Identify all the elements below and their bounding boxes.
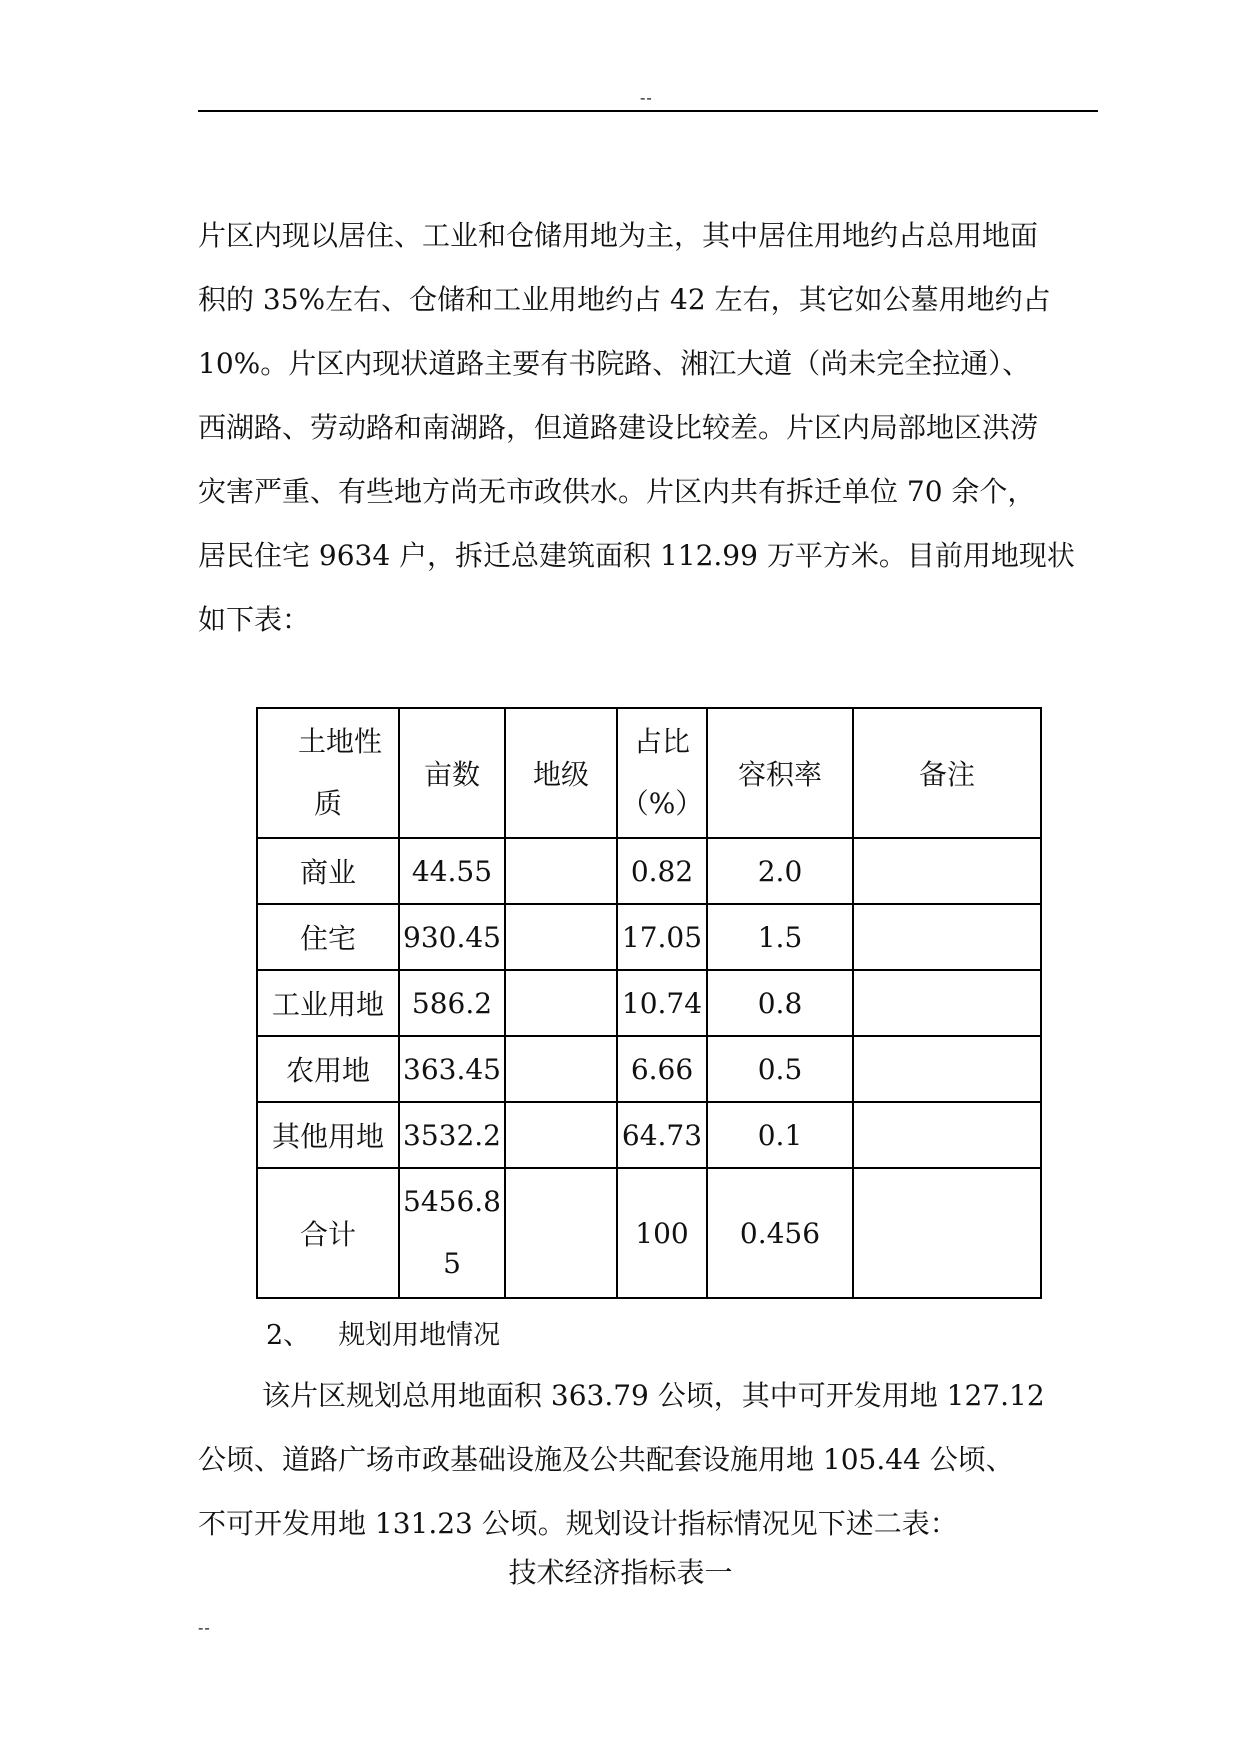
table-row xyxy=(257,838,1041,904)
paragraph-line: 积的 35%左右、仓储和工业用地约占 42 左右，其它如公墓用地约占 xyxy=(198,283,1051,316)
section-heading xyxy=(266,1313,500,1352)
table-total-row xyxy=(257,1168,1041,1298)
page-header-mark: -- xyxy=(640,88,653,107)
paragraph-line: 片区内现以居住、工业和仓储用地为主，其中居住用地约占总用地面 xyxy=(198,219,1039,252)
cell-area: 363.45 xyxy=(399,1036,505,1102)
total-type: 合计 xyxy=(257,1168,399,1298)
header-ratio xyxy=(617,708,707,838)
cell-grade xyxy=(505,970,617,1036)
paragraph-line: 10%。片区内现状道路主要有书院路、湘江大道（尚未完全拉通）、 xyxy=(198,347,1031,380)
table-row xyxy=(257,1036,1041,1102)
header-land-type-line2: 质 xyxy=(313,787,342,820)
table-row xyxy=(257,1102,1041,1168)
cell-grade xyxy=(505,1102,617,1168)
paragraph-line: 灾害严重、有些地方尚无市政供水。片区内共有拆迁单位 70 余个， xyxy=(198,475,1036,508)
table-header-row xyxy=(257,708,1041,838)
header-ratio-line1: 占比 xyxy=(633,725,690,758)
total-area-line1: 5456.8 xyxy=(403,1185,501,1218)
cell-far: 0.5 xyxy=(707,1036,853,1102)
cell-type: 工业用地 xyxy=(257,970,399,1036)
header-ratio-line2: （%） xyxy=(620,787,704,820)
header-rule xyxy=(198,110,1098,112)
header-far: 容积率 xyxy=(707,708,853,838)
table-row xyxy=(257,904,1041,970)
cell-area: 3532.2 xyxy=(399,1102,505,1168)
cell-area: 44.55 xyxy=(399,838,505,904)
cell-grade xyxy=(505,838,617,904)
paragraph-line: 不可开发用地 131.23 公顷。规划设计指标情况见下述二表： xyxy=(198,1507,958,1540)
cell-type: 住宅 xyxy=(257,904,399,970)
cell-note xyxy=(853,904,1041,970)
paragraph-line: 该片区规划总用地面积 363.79 公顷，其中可开发用地 127.12 xyxy=(262,1379,1045,1412)
cell-grade xyxy=(505,1036,617,1102)
cell-ratio: 0.82 xyxy=(617,838,707,904)
total-ratio: 100 xyxy=(617,1168,707,1298)
header-land-type xyxy=(257,708,399,838)
paragraph-line: 如下表： xyxy=(198,603,311,636)
header-area: 亩数 xyxy=(399,708,505,838)
page-footer-mark: -- xyxy=(198,1618,211,1637)
cell-ratio: 17.05 xyxy=(617,904,707,970)
cell-type: 农用地 xyxy=(257,1036,399,1102)
cell-note xyxy=(853,970,1041,1036)
cell-far: 0.8 xyxy=(707,970,853,1036)
cell-far: 2.0 xyxy=(707,838,853,904)
paragraph-planning xyxy=(198,1364,1100,1556)
cell-far: 1.5 xyxy=(707,904,853,970)
paragraph-line: 西湖路、劳动路和南湖路，但道路建设比较差。片区内局部地区洪涝 xyxy=(198,411,1039,444)
cell-ratio: 10.74 xyxy=(617,970,707,1036)
total-area-line2: 5 xyxy=(443,1247,461,1280)
cell-type: 其他用地 xyxy=(257,1102,399,1168)
cell-ratio: 64.73 xyxy=(617,1102,707,1168)
header-note: 备注 xyxy=(853,708,1041,838)
cell-type: 商业 xyxy=(257,838,399,904)
section-number: 2、 xyxy=(266,1320,311,1351)
cell-far: 0.1 xyxy=(707,1102,853,1168)
total-far: 0.456 xyxy=(707,1168,853,1298)
section-title: 规划用地情况 xyxy=(338,1320,501,1351)
header-land-type-line1: 土地性 xyxy=(297,725,382,758)
cell-note xyxy=(853,1036,1041,1102)
table-row xyxy=(257,970,1041,1036)
paragraph-line: 公顷、道路广场市政基础设施及公共配套设施用地 105.44 公顷、 xyxy=(198,1443,1014,1476)
cell-note xyxy=(853,1102,1041,1168)
land-use-table xyxy=(256,707,1042,1299)
cell-grade xyxy=(505,904,617,970)
total-area xyxy=(399,1168,505,1298)
cell-area: 586.2 xyxy=(399,970,505,1036)
cell-note xyxy=(853,838,1041,904)
total-note xyxy=(853,1168,1041,1298)
paragraph-line: 居民住宅 9634 户，拆迁总建筑面积 112.99 万平方米。目前用地现状 xyxy=(198,539,1075,572)
cell-ratio: 6.66 xyxy=(617,1036,707,1102)
paragraph-current-status xyxy=(198,204,1100,652)
header-grade: 地级 xyxy=(505,708,617,838)
next-table-title: 技术经济指标表一 xyxy=(508,1556,733,1589)
cell-area: 930.45 xyxy=(399,904,505,970)
total-grade xyxy=(505,1168,617,1298)
